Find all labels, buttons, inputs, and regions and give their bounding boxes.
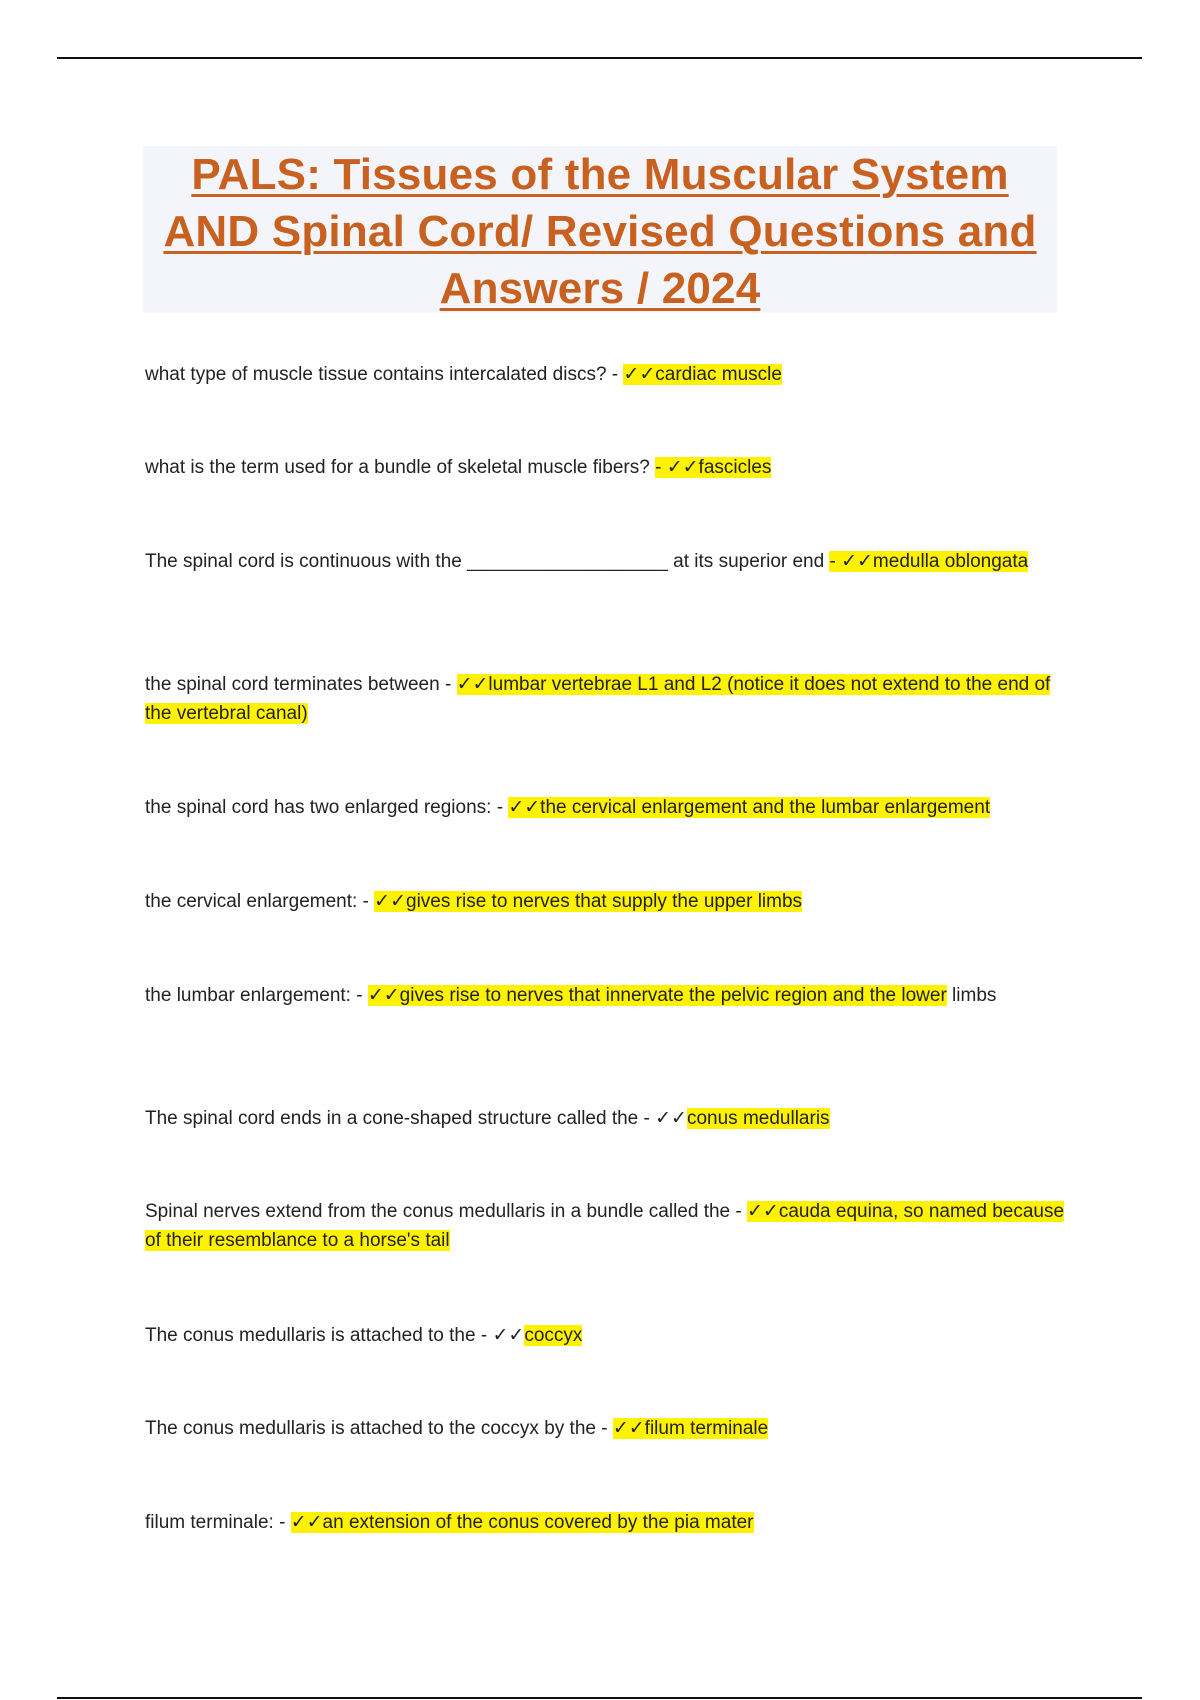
qa-item-2 xyxy=(145,453,1065,482)
answer-separator: - xyxy=(595,1418,613,1439)
qa-item-9 xyxy=(145,1197,1065,1255)
answer-highlight: ✓✓an extension of the conus covered by the pia mater xyxy=(290,1512,754,1533)
title-banner xyxy=(143,146,1057,313)
qa-item-8 xyxy=(145,1104,1065,1133)
answer-continuation: limbs xyxy=(946,985,997,1006)
question-text: The conus medullaris is attached to the xyxy=(145,1325,476,1346)
qa-item-12 xyxy=(145,1508,1065,1537)
answer-separator: - xyxy=(357,891,375,912)
answer-separator: - xyxy=(273,1512,291,1533)
question-text: the spinal cord terminates between xyxy=(145,674,440,695)
answer-highlight: ✓✓cardiac muscle xyxy=(623,364,782,385)
answer-highlight: ✓✓gives rise to nerves that innervate the pelvic region and the lower xyxy=(367,985,947,1006)
answer-highlight: conus medullaris xyxy=(686,1108,830,1129)
answer-highlight: ✓✓gives rise to nerves that supply the upper limbs xyxy=(374,891,803,912)
question-text: The conus medullaris is attached to the coccyx by the xyxy=(145,1418,596,1439)
bottom-rule xyxy=(57,1697,1142,1699)
answer-separator: - xyxy=(439,674,457,695)
question-text: The spinal cord is continuous with the ___________________ at its superior end xyxy=(145,551,825,572)
question-text: what type of muscle tissue contains intercalated discs? xyxy=(145,364,607,385)
question-text: the lumbar enlargement: xyxy=(145,985,351,1006)
qa-item-3 xyxy=(145,547,1065,576)
qa-item-1 xyxy=(145,360,1065,389)
answer-highlight: - ✓✓medulla oblongata xyxy=(829,551,1029,572)
answer-separator: - ✓✓ xyxy=(475,1325,525,1346)
answer-highlight: coccyx xyxy=(524,1325,583,1346)
answer-separator: - xyxy=(730,1201,748,1222)
answer-separator: - xyxy=(491,797,509,818)
answer-separator: - xyxy=(606,364,624,385)
qa-item-5 xyxy=(145,793,1065,822)
qa-item-11 xyxy=(145,1414,1065,1443)
answer-highlight: ✓✓cauda equina, so named because of their resemblance to a horse's tail xyxy=(145,1201,1065,1251)
question-text: Spinal nerves extend from the conus medullaris in a bundle called the xyxy=(145,1201,731,1222)
question-text: the cervical enlargement: xyxy=(145,891,358,912)
question-text: the spinal cord has two enlarged regions: xyxy=(145,797,492,818)
document-title: PALS: Tissues of the Muscular System AND Spinal Cord/ Revised Questions and Answers / 2024 xyxy=(163,150,1037,313)
answer-highlight: ✓✓lumbar vertebrae L1 and L2 (notice it does not extend to the end of the vertebral canal) xyxy=(145,674,1051,724)
answer-highlight: - ✓✓fascicles xyxy=(655,457,772,478)
qa-item-7 xyxy=(145,981,1065,1010)
answer-separator: - ✓✓ xyxy=(638,1108,687,1129)
question-text: The spinal cord ends in a cone-shaped structure called the xyxy=(145,1108,639,1129)
top-rule xyxy=(57,57,1142,59)
answer-highlight: ✓✓filum terminale xyxy=(612,1418,769,1439)
answer-separator: - xyxy=(350,985,368,1006)
qa-item-6 xyxy=(145,887,1065,916)
question-text: filum terminale: xyxy=(145,1512,274,1533)
qa-item-10 xyxy=(145,1321,1065,1350)
answer-highlight: ✓✓the cervical enlargement and the lumbar enlargement xyxy=(508,797,991,818)
question-text: what is the term used for a bundle of skeletal muscle fibers? xyxy=(145,457,650,478)
qa-item-4 xyxy=(145,670,1065,728)
